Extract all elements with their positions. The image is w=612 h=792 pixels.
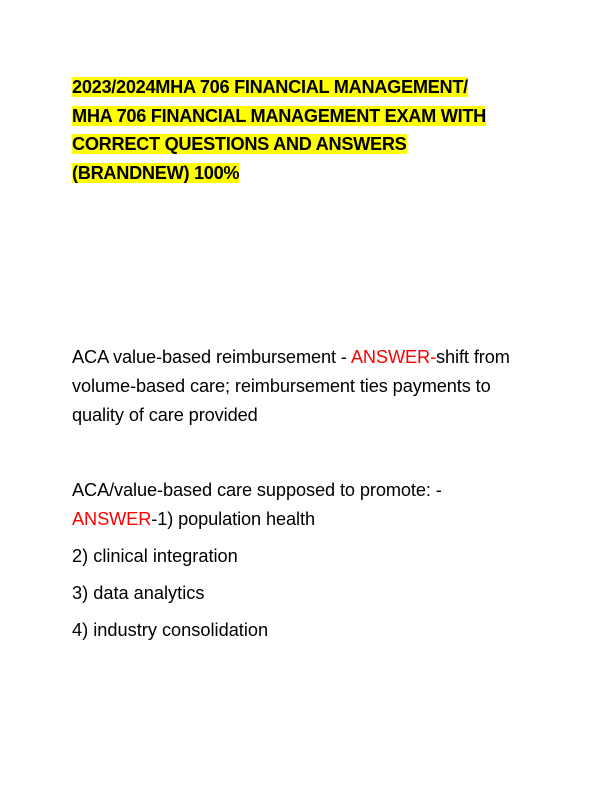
title-line-4: (BRANDNEW) 100% bbox=[72, 162, 240, 183]
answer-text: -1) population health bbox=[151, 509, 315, 529]
title-line-1: 2023/2024MHA 706 FINANCIAL MANAGEMENT/ bbox=[72, 77, 468, 97]
list-item: 4) industry consolidation bbox=[72, 620, 269, 640]
qa-item-2 bbox=[72, 476, 542, 534]
list-item: 2) clinical integration bbox=[72, 546, 238, 566]
list-item: 3) data analytics bbox=[72, 583, 205, 603]
qa-item-1 bbox=[72, 343, 542, 430]
question-text: ACA value-based reimbursement - bbox=[72, 347, 351, 367]
answer-label: ANSWER- bbox=[350, 347, 437, 367]
answer-label: ANSWER bbox=[72, 509, 152, 529]
answer-text: shift from volume-based care; reimbursement ties payments to quality of care provided bbox=[72, 347, 510, 425]
document-title bbox=[72, 73, 542, 187]
title-line-3: CORRECT QUESTIONS AND ANSWERS bbox=[72, 134, 407, 154]
question-text: ACA/value-based care supposed to promote: - bbox=[72, 480, 442, 500]
title-line-2: MHA 706 FINANCIAL MANAGEMENT EXAM WITH bbox=[72, 105, 486, 126]
